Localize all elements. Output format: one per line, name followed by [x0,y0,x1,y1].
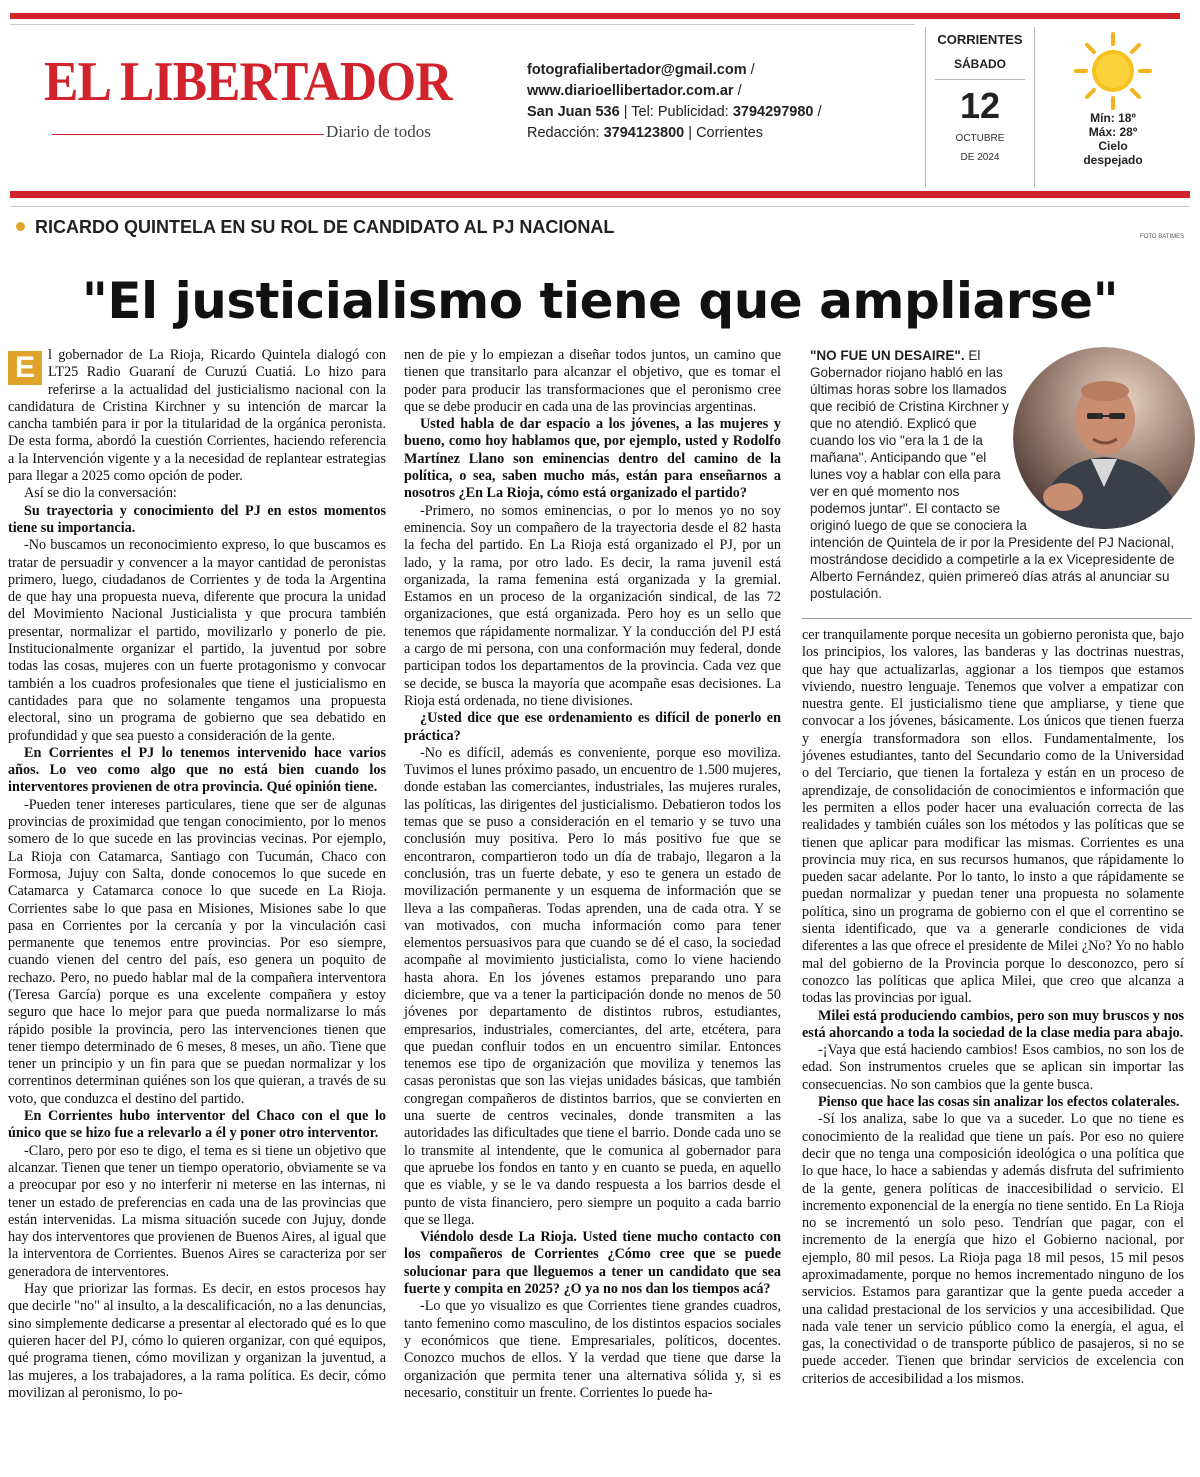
article-column-1 [8,347,386,1402]
kicker-text: RICARDO QUINTELA EN SU ROL DE CANDIDATO AL PJ NACIONAL [35,217,615,237]
interview-question: En Corrientes hubo interventor del Chaco con el que lo único que se hizo fue a relevarlo a él y poner otro interventor. [8,1108,386,1142]
logo-subtitle: Diario de todos [326,122,431,141]
paragraph: -No es difícil, además es conveniente, porque eso moviliza. Tuvimos el lunes próximo pasado, un encuentro de 1.500 mujeres, donde estaban las comerciantes, industriales, las mujeres rurales, las políticas, las dirigentes del justicialismo. Debatieron todos los temas que se puso a consideración en el temario y se tuvo una conclusión muy positiva. Pero lo más positivo fue que se encontraron, compartieron todo un día de trabajo, llegaron a la conclusión, tras un fuerte debate, y eso te genera un estado de movilización permanente y un esquema de información que se lleva a las compañeras. Todas aprenden, una de cada otra. Y se van motivados, con mucha información como para tener elementos persuasivos para que cuando se dé el caso, la sociedad acompañe al movimiento justicialista, como lo viene haciendo hasta ahora. En los jóvenes estamos preparando uno para diciembre, que va a tener la participación donde no menos de 50 jóvenes por departamento de distintos rubros, estudiantes, empresarios, industriales, comerciantes, del arte, etcétera, para que puedan confluir todos en un encuentro similar. Entonces tenemos ese tipo de organización que moviliza y tenemos las casas peronistas que son las viejas unidades básicas, que también congregan compañeros de distintos barrios, que se convierten en una suerte de centros vecinales, donde transmiten a las autoridades las dificultades que tiene el barrio. Donde cada uno se lo transmite al intendente, que le comunica al gobernador para que apruebe los fondos en tanto y en cuanto se pueda, en aquello que es viable, y se le va dando respuesta a los barrios desde el punto de vista financiero, pero siempre un poquito a cada barrio que se llega. [404,744,781,1228]
contact-tel-label: Tel: Publicidad: [631,104,729,120]
top-red-rule [10,13,1180,19]
contact-redaccion: 3794123800 [603,125,685,141]
paragraph: Hay que priorizar las formas. Es decir, en estos procesos hay que decirle "no" al insulto, a la descalificación, no a las denuncias, sino simplemente dedicarse a presentar al electorado qué es lo que quieren hacer del PJ, cómo lo quieren organizar, con qué equipos, qué programa tienen, cómo movilizan y organizan la juventud, a las mujeres, a los trabajadores, a la rama política. Es decir, cómo movilizan al peronismo, lo po- [8,1281,386,1401]
date-weekday: SÁBADO [953,57,1006,71]
paragraph: -No buscamos un reconocimiento expreso, lo que buscamos es tratar de persuadir y convencer a la mayor cantidad de peronistas primero, luego, ciudadanos de Corrientes y de toda la Argentina de que hay una propuesta nueva, diferente que procura la unidad del Movimiento Nacional Justicialista y que procura también presentar, normalizar el partido, movilizarlo y ponerlo de pie. Institucionalmente organizar el partido, la juventud por sobre todas las cosas, mujeres con un fuerte protagonismo y convocar también a los cuadros profesionales que tiene el justicialismo en cantidades para que no solamente tengamos una propuesta electoral, sino un programa de gobierno que sea debatido en profundidad y que sea puesto a consideración de la gente. [8,537,386,744]
top-thin-rule [10,24,915,25]
contact-tel-publicidad: 3794297980 [732,104,814,120]
paragraph: -Pueden tener intereses particulares, tiene que ser de algunas provincias de proximidad que tengan conocimiento, por lo menos somero de lo que sucede en las provincias vecinas. Por ejemplo, La Rioja con Catamarca, Santiago con Tucumán, Chaco con Formosa, Jujuy con Salta, donde conocemos lo que sucede en Catamarca y Catamarca conoce lo que sucede en La Rioja. Corrientes sabe lo que pasa en Misiones, Misiones sabe lo que pasa en Corrientes por la cercanía y por la vinculación casi permanente que tenemos entre provincias. Por eso siempre, cuando vienen del centro del país, eso genera un poquito de rechazo. Pero, no puedo hablar mal de la compañera interventora (Teresa García) porque es una excelente compañera y estoy seguro que hace lo mejor para que pueda normalizarse lo más rápido posible la provincia, pero las intervenciones tienen que tener tiempo determinado de 6 meses, 8 meses, un año. Tiene que tener un principio y un fin para que se puedan normalizar y los correntinos determinan quiénes son los que quieran, a través de su voto, que conduzca el destino del partido. [8,796,386,1107]
drop-cap: E [8,351,42,385]
article-headline: "El justicialismo tiene que ampliarse" [81,272,1119,330]
newspaper-logo[interactable] [44,51,454,154]
date-year: DE 2024 [960,152,1000,163]
sun-icon [1073,31,1153,111]
weather-box [1043,27,1183,167]
contact-email[interactable]: fotografialibertador@gmail.com [527,62,747,78]
paragraph: -Lo que yo visualizo es que Corrientes tiene grandes cuadros, tanto femenino como masculino, de los distintos espacios sociales y económicos que tiene. Empresariales, políticos, docentes. Conozco muchos de ellos. Y la verdad que tiene que darse la organización que permita tener una alternativa sólida y, si es necesario, constituir un frente. Corrientes lo puede ha- [404,1298,781,1401]
section-thin-rule [10,206,1190,207]
contact-web[interactable]: www.diarioellibertador.com.ar [527,83,734,99]
interview-question: En Corrientes el PJ lo tenemos intervenido hace varios años. Lo veo como algo que no está bien cuando los interventores provienen de otra provincia. Qué opinión tiene. [8,744,386,796]
section-red-rule [10,191,1190,198]
date-month: OCTUBRE [955,133,1005,144]
weather-max: Máx: 28º [1088,125,1138,139]
paragraph: cer tranquilamente porque necesita un gobierno peronista que, bajo los principios, los valores, las banderas y las doctrinas nuestras, que hay que actualizarlas, aggionar a los tiempos que estamos viviendo, nuestro lenguaje. Tenemos que volver a empatizar con nuestra gente. El justicialismo tiene que ampliarse, y tiene que convocar a los jóvenes, básicamente. Los únicos que tienen fuerza y energía transformadora son ellos. Fundamentalmente, los jóvenes estudiantes, tanto del Secundario como de la Universidad o del Terciario, que tienen la fortaleza y están en un proceso de aprendizaje, de consolidación de conocimientos e información que les permiten a ellos poder hacer una evaluación correcta de las realidades y también cuáles son los métodos y las políticas que se tienen que aplicar para modificar las mismas. Corrientes es una provincia muy rica, en sus recursos humanos, que rápidamente lo pueden sacar adelante. Por lo tanto, lo insto a que rápidamente se puedan normalizar y puedan tener una propuesta no solamente política, sino un programa de gobierno con el que el correntino se sienta identificado, que va a generarle condiciones de vida diferentes a las que ofrece el presidente de Milei ¿No? Yo no hablo mal del gobierno de la Provincia porque lo desconozco, pero sí conozco las políticas que aplica Milei, que creo que alcanza a todas las provincias por igual. [802,627,1184,1007]
logo-underline [52,134,324,135]
article-column-2 [404,347,781,1402]
date-day: 12 [959,85,1001,126]
date-box [925,27,1035,187]
paragraph: -Primero, no somos eminencias, o por lo menos yo no soy eminencia. Soy un compañero de la trayectoria desde el 82 hasta la fecha del partido. En La Rioja está organizado el PJ, por un lado, y la rama, por otro lado. Es decir, la rama juvenil está organizada, la rama femenina está organizada y la gremial. Estamos en un proceso de la organización sindical, de las 72 organizaciones, que está organizada. Pero hoy es un sello que tenemos que rápidamente normalizar. Y la conducción del PJ está a cargo de mi persona, con una conformación muy federal, donde participan todos los departamentos de la provincia. Cada vez que se decide, se busca la mayoría que acompañe esas decisiones. La Rioja está ordenada, no tiene divisiones. [404,502,781,709]
paragraph: -Claro, pero por eso te digo, el tema es si tiene un objetivo que alcanzar. Tienen que tener un tiempo operatorio, obviamente se va a preocupar por eso y no interferir ni meterse en las internas, ni tener un estado de preferencias en cada una de las provincias que están intervenidas. La misma situación sucede con Jujuy, donde hay dos interventores que provienen de Buenos Aires, al igual que la interventora de Corrientes. Buenos Aires se caracteriza por ser generadora de interventores. [8,1142,386,1280]
paragraph: l gobernador de La Rioja, Ricardo Quintela dialogó con LT25 Radio Guaraní de Curuzú Cuatiá. Lo hizo para referirse a la actualidad del justicialismo nacional con la candidatura de Cristina Kirchner y su intención de marcar la cancha también para ir por la titularidad de la orgánica peronista. De esta forma, abordó la cuestión Corrientes, haciendo referencia a la Intervención vigente y a la necesidad de replantear estrategias para llegar a 2025 como opción de poder. [8,347,386,485]
caption-divider [802,618,1192,619]
bullet-icon [16,222,25,231]
contact-info: fotografialibertador@gmail.com / www.diarioellibertador.com.ar / San Juan 536 | Tel: Publicidad: 3794297980 / Redacción: 3794123800 | Corrientes [527,62,822,141]
quintela-portrait [1013,347,1195,529]
logo-title: EL LIBERTADOR [44,51,452,113]
paragraph: -Sí los analiza, sabe lo que va a suceder. Lo que no tiene es conocimiento de la realidad que tiene un país. Por eso no quiere decir que no tenga una composición ideológica o una política que lo que hace, lo hace a sabiendas y además disfruta del sufrimiento de la gente, genera políticas de inaccesibilidad o servicio. El incremento exponencial de la energía no tiene sentido. En La Rioja no se incrementó un solo peso. Tendrían que pagar, con el incremento de la energía que hizo el Gobierno nacional, por ejemplo, 80 mil pesos. La Rioja paga 18 mil pesos, 15 mil pesos aproximadamente, porque no hemos incrementado ninguno de los servicios. Estamos para garantizar que la gente pueda acceder a una calidad prestacional de los servicios y una accesibilidad. Que nada vale tener un servicio público como la energía, el agua, el gas, la conectividad o de transporte público de pasajeros, si no se puede acceder. Tienen que brindar servicios de excelencia con criterios de accesibilidad a los mismos. [802,1111,1184,1387]
weather-min: Mín: 18º [1090,111,1136,125]
interview-question: Milei está produciendo cambios, pero son muy bruscos y nos está ahorcando a toda la sociedad de la clase media para abajo. [802,1007,1184,1041]
interview-question: ¿Usted dice que ese ordenamiento es difícil de ponerlo en práctica? [404,710,781,744]
contact-redaccion-label: Redacción: [527,125,600,141]
weather-sky-2: despejado [1083,153,1143,167]
date-divider [935,79,1025,80]
paragraph: -¡Vaya que está haciendo cambios! Esos cambios, no son los de edad. Son instrumentos crueles que se aplican sin importar las consecuencias. No son cambios que la gente busca. [802,1042,1184,1093]
contact-city: Corrientes [696,125,763,141]
paragraph: Así se dio la conversación: [24,485,177,502]
interview-question: Viéndolo desde La Rioja. Usted tiene mucho contacto con los compañeros de Corrientes ¿Cómo cree que se puede solucionar para que lleguemos a tener un candidato que sea fuerte y compita en 2025? ¿O ya no nos dan los tiempos acá? [404,1229,781,1298]
contact-address: San Juan 536 [527,104,620,120]
photo-caption-box [810,347,1195,602]
interview-question: Pienso que hace las cosas sin analizar los efectos colaterales. [818,1094,1180,1111]
caption-text: El Gobernador riojano habló en las últimas horas sobre los llamados que recibió de Cristina Kirchner y que no atendió. Explicó que cuando los vio "era la 1 de la mañana". Anticipando que "el lunes voy a hablar con ella para ver en qué momento nos podemos juntar". El contacto se originó luego de que se conociera la intención de Quintela de ir por la Presidente del PJ Nacional, mostrándose decidido a competirle a la ex Vicepresidente de Alberto Fernández, quien primereó días atrás al anunciar su postulación. [810,348,1175,601]
interview-question: Su trayectoria y conocimiento del PJ en estos momentos tiene su importancia. [8,502,386,536]
article-kicker [16,217,614,238]
photo-credit: FOTO BATIMES [1140,234,1185,240]
paragraph: nen de pie y lo empiezan a diseñar todos juntos, un camino que tienen que transitarlo para alcanzar el objetivo, que es tomar el poder para producir las transformaciones que el peronismo cree que se debe producir en cada una de las provincias argentinas. [404,347,781,415]
weather-sky-1: Cielo [1098,139,1128,153]
interview-question: Usted habla de dar espacio a los jóvenes, a las mujeres y bueno, como hoy hablamos que, por ejemplo, usted y Rodolfo Martínez Llano son eminencias dentro del camino de la política, o sea, saben mucho más, están para enseñarnos a nosotros ¿En La Rioja, cómo está organizado el partido? [404,416,781,502]
article-column-3 [802,627,1184,1388]
date-city: CORRIENTES [937,32,1023,47]
caption-lead: "NO FUE UN DESAIRE". [810,348,965,363]
